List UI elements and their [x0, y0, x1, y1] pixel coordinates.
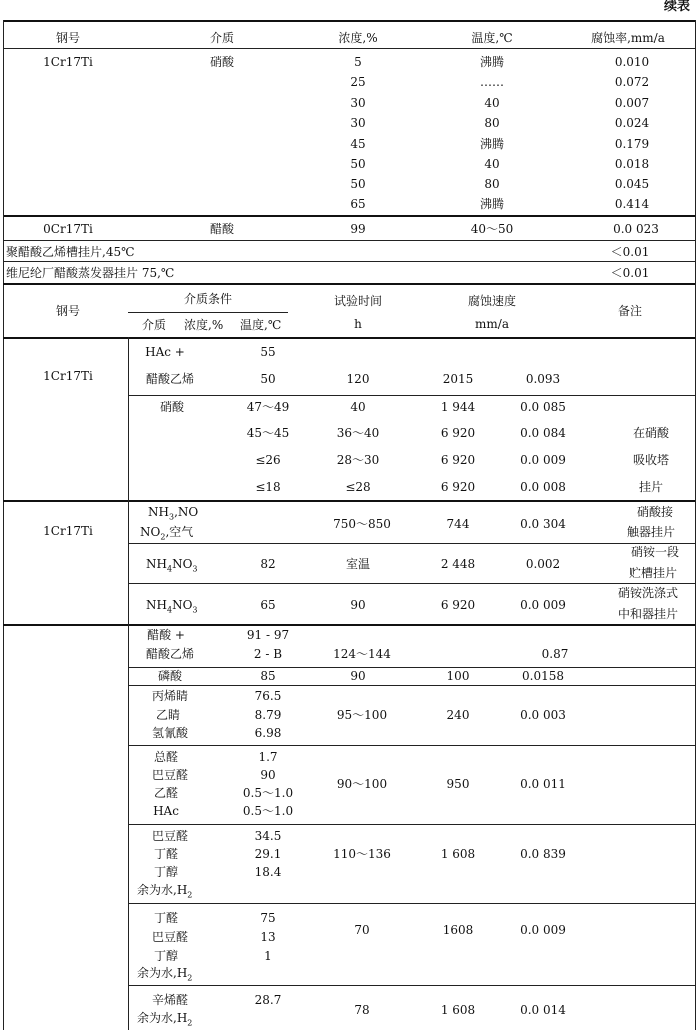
cell-conc: 47～49	[246, 400, 290, 414]
cell-temp: 40	[484, 96, 500, 110]
cell-remark: 贮槽挂片	[628, 566, 678, 580]
header-rate-unit: mm/a	[475, 317, 509, 331]
header-time-unit: h	[354, 317, 362, 331]
cell-conc: 55	[260, 345, 276, 359]
cell-rate: 240	[446, 708, 470, 722]
cell-rate: 0.0 009	[520, 923, 566, 937]
cell-rate: 1 608	[440, 847, 476, 861]
cell-temp: 40	[484, 157, 500, 171]
cell-rate: 0.0158	[522, 669, 564, 683]
cell-time: 124～144	[333, 647, 391, 661]
cell-rate: 0.0 304	[520, 517, 566, 531]
cell-rate: 2 448	[440, 557, 476, 571]
cell-temp: 沸腾	[479, 55, 505, 69]
cell-rate: 100	[446, 669, 470, 683]
cell-medium: 乙睛	[155, 708, 181, 722]
cell-rate: 0.0 009	[520, 598, 566, 612]
cell-time: 室温	[345, 557, 371, 571]
header-temp: 温度,℃	[471, 31, 513, 45]
cell-conc: 0.5～1.0	[242, 786, 294, 800]
cell-medium: $NO_2$,空气	[140, 525, 194, 542]
cell-conc: 45～45	[246, 426, 290, 440]
cell-conc: 99	[350, 222, 366, 236]
cell-rate: 0.0 014	[520, 1003, 566, 1017]
header-steel: 钢号	[55, 304, 81, 318]
cell-rate: 950	[446, 777, 470, 791]
cell-time: ≤28	[345, 480, 371, 494]
cell-rate: 0.0 008	[520, 480, 566, 494]
cell-conc: ≤18	[255, 480, 281, 494]
cell-medium: 巴豆醛	[151, 768, 189, 782]
cell-rate: 0.072	[614, 75, 650, 89]
cell-note: 维尼纶厂醋酸蒸发器挂片 75,℃	[6, 266, 175, 280]
cell-conc: 2 - B	[253, 647, 283, 661]
cell-medium: 巴豆醛	[151, 930, 189, 944]
cell-conc: 85	[260, 669, 276, 683]
cell-rate: 0.0 085	[520, 400, 566, 414]
cell-conc: 6.98	[254, 726, 282, 740]
header-medium: 介质	[209, 31, 235, 45]
cell-rate: 0.018	[614, 157, 650, 171]
cell-temp: 沸腾	[479, 197, 505, 211]
cell-medium: 硝酸	[159, 400, 185, 414]
header-rate: 腐蚀率,mm/a	[591, 31, 665, 45]
cell-conc: 5	[354, 55, 362, 69]
cell-rate: 0.007	[614, 96, 650, 110]
cell-conc: ≤26	[255, 453, 281, 467]
cell-remark: 硝铵洗涤式	[617, 586, 679, 600]
cell-rate: 0.0 003	[520, 708, 566, 722]
cell-rate: 0.093	[525, 372, 561, 386]
cell-conc: 30	[350, 116, 366, 130]
cell-medium: 丁醛	[153, 847, 179, 861]
cell-conc: 65	[260, 598, 276, 612]
cell-remark: 在硝酸	[632, 426, 670, 440]
cell-time: 90	[350, 669, 366, 683]
cell-time: 750～850	[333, 517, 391, 531]
cell-medium: 醋酸乙烯	[145, 372, 195, 386]
cell-rate: 0.024	[614, 116, 650, 130]
header-rate: 腐蚀速度	[467, 294, 517, 308]
cell-note: 聚醋酸乙烯槽挂片,45℃	[6, 245, 135, 259]
table1-steel: 1Cr17Ti	[43, 55, 93, 69]
cell-medium: 醋酸 +	[147, 628, 185, 642]
header-sub-conc: 浓度,%	[184, 318, 224, 332]
cell-rate: 744	[446, 517, 470, 531]
cell-rate: 0.0 839	[520, 847, 566, 861]
cell-rate: 6 920	[440, 453, 476, 467]
header-remark: 备注	[617, 304, 643, 318]
cell-temp: 80	[484, 116, 500, 130]
cell-time: 70	[354, 923, 370, 937]
table1-medium: 硝酸	[209, 55, 235, 69]
cell-rate: ＜0.01	[610, 245, 650, 259]
cell-conc: 82	[260, 557, 276, 571]
cell-medium: 辛烯醛	[151, 993, 189, 1007]
continued-label: 续表	[663, 0, 690, 14]
cell-conc: 75	[260, 911, 276, 925]
cell-steel: 0Cr17Ti	[43, 222, 93, 236]
cell-time: 120	[346, 372, 370, 386]
cell-rate: 0.87	[541, 647, 569, 661]
cell-remark: 中和器挂片	[617, 607, 679, 621]
cell-conc: 30	[350, 96, 366, 110]
cell-time: 90～100	[336, 777, 388, 791]
cell-medium: HAc +	[145, 345, 185, 359]
cell-conc: 28.7	[254, 993, 282, 1007]
header-sub-medium: 介质	[142, 318, 167, 332]
cell-conc: 65	[350, 197, 366, 211]
header-sub-temp: 温度,℃	[240, 318, 282, 332]
cell-rate: 1608	[442, 923, 474, 937]
cell-remark: 硝铵一段	[630, 545, 680, 559]
cell-temp: 40～50	[470, 222, 514, 236]
cell-temp: ……	[480, 75, 504, 89]
cell-conc: 76.5	[254, 689, 282, 703]
cell-conc: 0.5～1.0	[242, 804, 294, 818]
cell-rate: 0.414	[614, 197, 650, 211]
cell-conc: 18.4	[254, 865, 282, 879]
cell-rate: 0.0 009	[520, 453, 566, 467]
cell-time: 36～40	[336, 426, 380, 440]
cell-medium: 醋酸乙烯	[145, 647, 195, 661]
cell-rate: 0.0 023	[613, 222, 659, 236]
cell-remark: 挂片	[638, 480, 664, 494]
header-time: 试验时间	[333, 294, 383, 308]
cell-remark: 触器挂片	[626, 525, 676, 539]
cell-conc: 45	[350, 137, 366, 151]
cell-conc: 50	[350, 177, 366, 191]
cell-rate: 1 608	[440, 1003, 476, 1017]
header-steel: 钢号	[55, 31, 81, 45]
cell-conc: 50	[350, 157, 366, 171]
cell-medium: 巴豆醛	[151, 829, 189, 843]
header-conc: 浓度,%	[338, 31, 378, 45]
cell-medium: 余为水$,H_2$	[137, 966, 193, 983]
cell-steel: 1Cr17Ti	[43, 369, 93, 383]
cell-medium: 乙醛	[153, 786, 179, 800]
cell-rate: 0.179	[614, 137, 650, 151]
cell-medium: $NH_4NO_3$	[146, 598, 198, 615]
cell-time: 40	[350, 400, 366, 414]
cell-time: 28～30	[336, 453, 380, 467]
cell-time: 110～136	[333, 847, 391, 861]
cell-medium: 总醛	[153, 750, 179, 764]
cell-rate: ＜0.01	[610, 266, 650, 280]
cell-rate: 0.0 011	[520, 777, 566, 791]
cell-conc: 25	[350, 75, 366, 89]
cell-medium: 磷酸	[157, 669, 183, 683]
cell-rate: 0.002	[525, 557, 561, 571]
cell-medium: 丙烯睛	[151, 689, 189, 703]
cell-rate: 0.045	[614, 177, 650, 191]
cell-temp: 沸腾	[479, 137, 505, 151]
cell-steel: 1Cr17Ti	[43, 524, 93, 538]
cell-medium: 余为水$,H_2$	[137, 1011, 193, 1028]
cell-conc: 34.5	[254, 829, 282, 843]
cell-medium: 丁醇	[153, 865, 179, 879]
cell-medium: 丁醇	[153, 949, 179, 963]
cell-conc: 1	[264, 949, 272, 963]
cell-rate: 0.0 084	[520, 426, 566, 440]
cell-medium: HAc	[153, 804, 179, 818]
cell-conc: 8.79	[254, 708, 282, 722]
cell-conc: 13	[260, 930, 276, 944]
cell-conc: 29.1	[254, 847, 282, 861]
cell-time: 95～100	[336, 708, 388, 722]
cell-medium: 醋酸	[209, 222, 235, 236]
cell-medium: 余为水$,H_2$	[137, 883, 193, 900]
cell-medium: $NH_3,NO$	[148, 505, 199, 522]
cell-temp: 80	[484, 177, 500, 191]
cell-medium: 丁醛	[153, 911, 179, 925]
cell-rate: 6 920	[440, 426, 476, 440]
cell-rate: 6 920	[440, 598, 476, 612]
cell-medium: 氢氰酸	[151, 726, 189, 740]
cell-conc: 90	[260, 768, 276, 782]
cell-time: 90	[350, 598, 366, 612]
cell-time: 78	[354, 1003, 370, 1017]
cell-conc: 91 - 97	[246, 628, 290, 642]
cell-rate: 2015	[442, 372, 474, 386]
cell-conc: 1.7	[258, 750, 278, 764]
header-conditions: 介质条件	[183, 292, 233, 306]
cell-conc: 50	[260, 372, 276, 386]
cell-remark: 硝酸接	[636, 505, 674, 519]
cell-rate: 6 920	[440, 480, 476, 494]
cell-medium: $NH_4NO_3$	[146, 557, 198, 574]
cell-rate: 1 944	[440, 400, 476, 414]
cell-rate: 0.010	[614, 55, 650, 69]
cell-remark: 吸收塔	[632, 453, 670, 467]
